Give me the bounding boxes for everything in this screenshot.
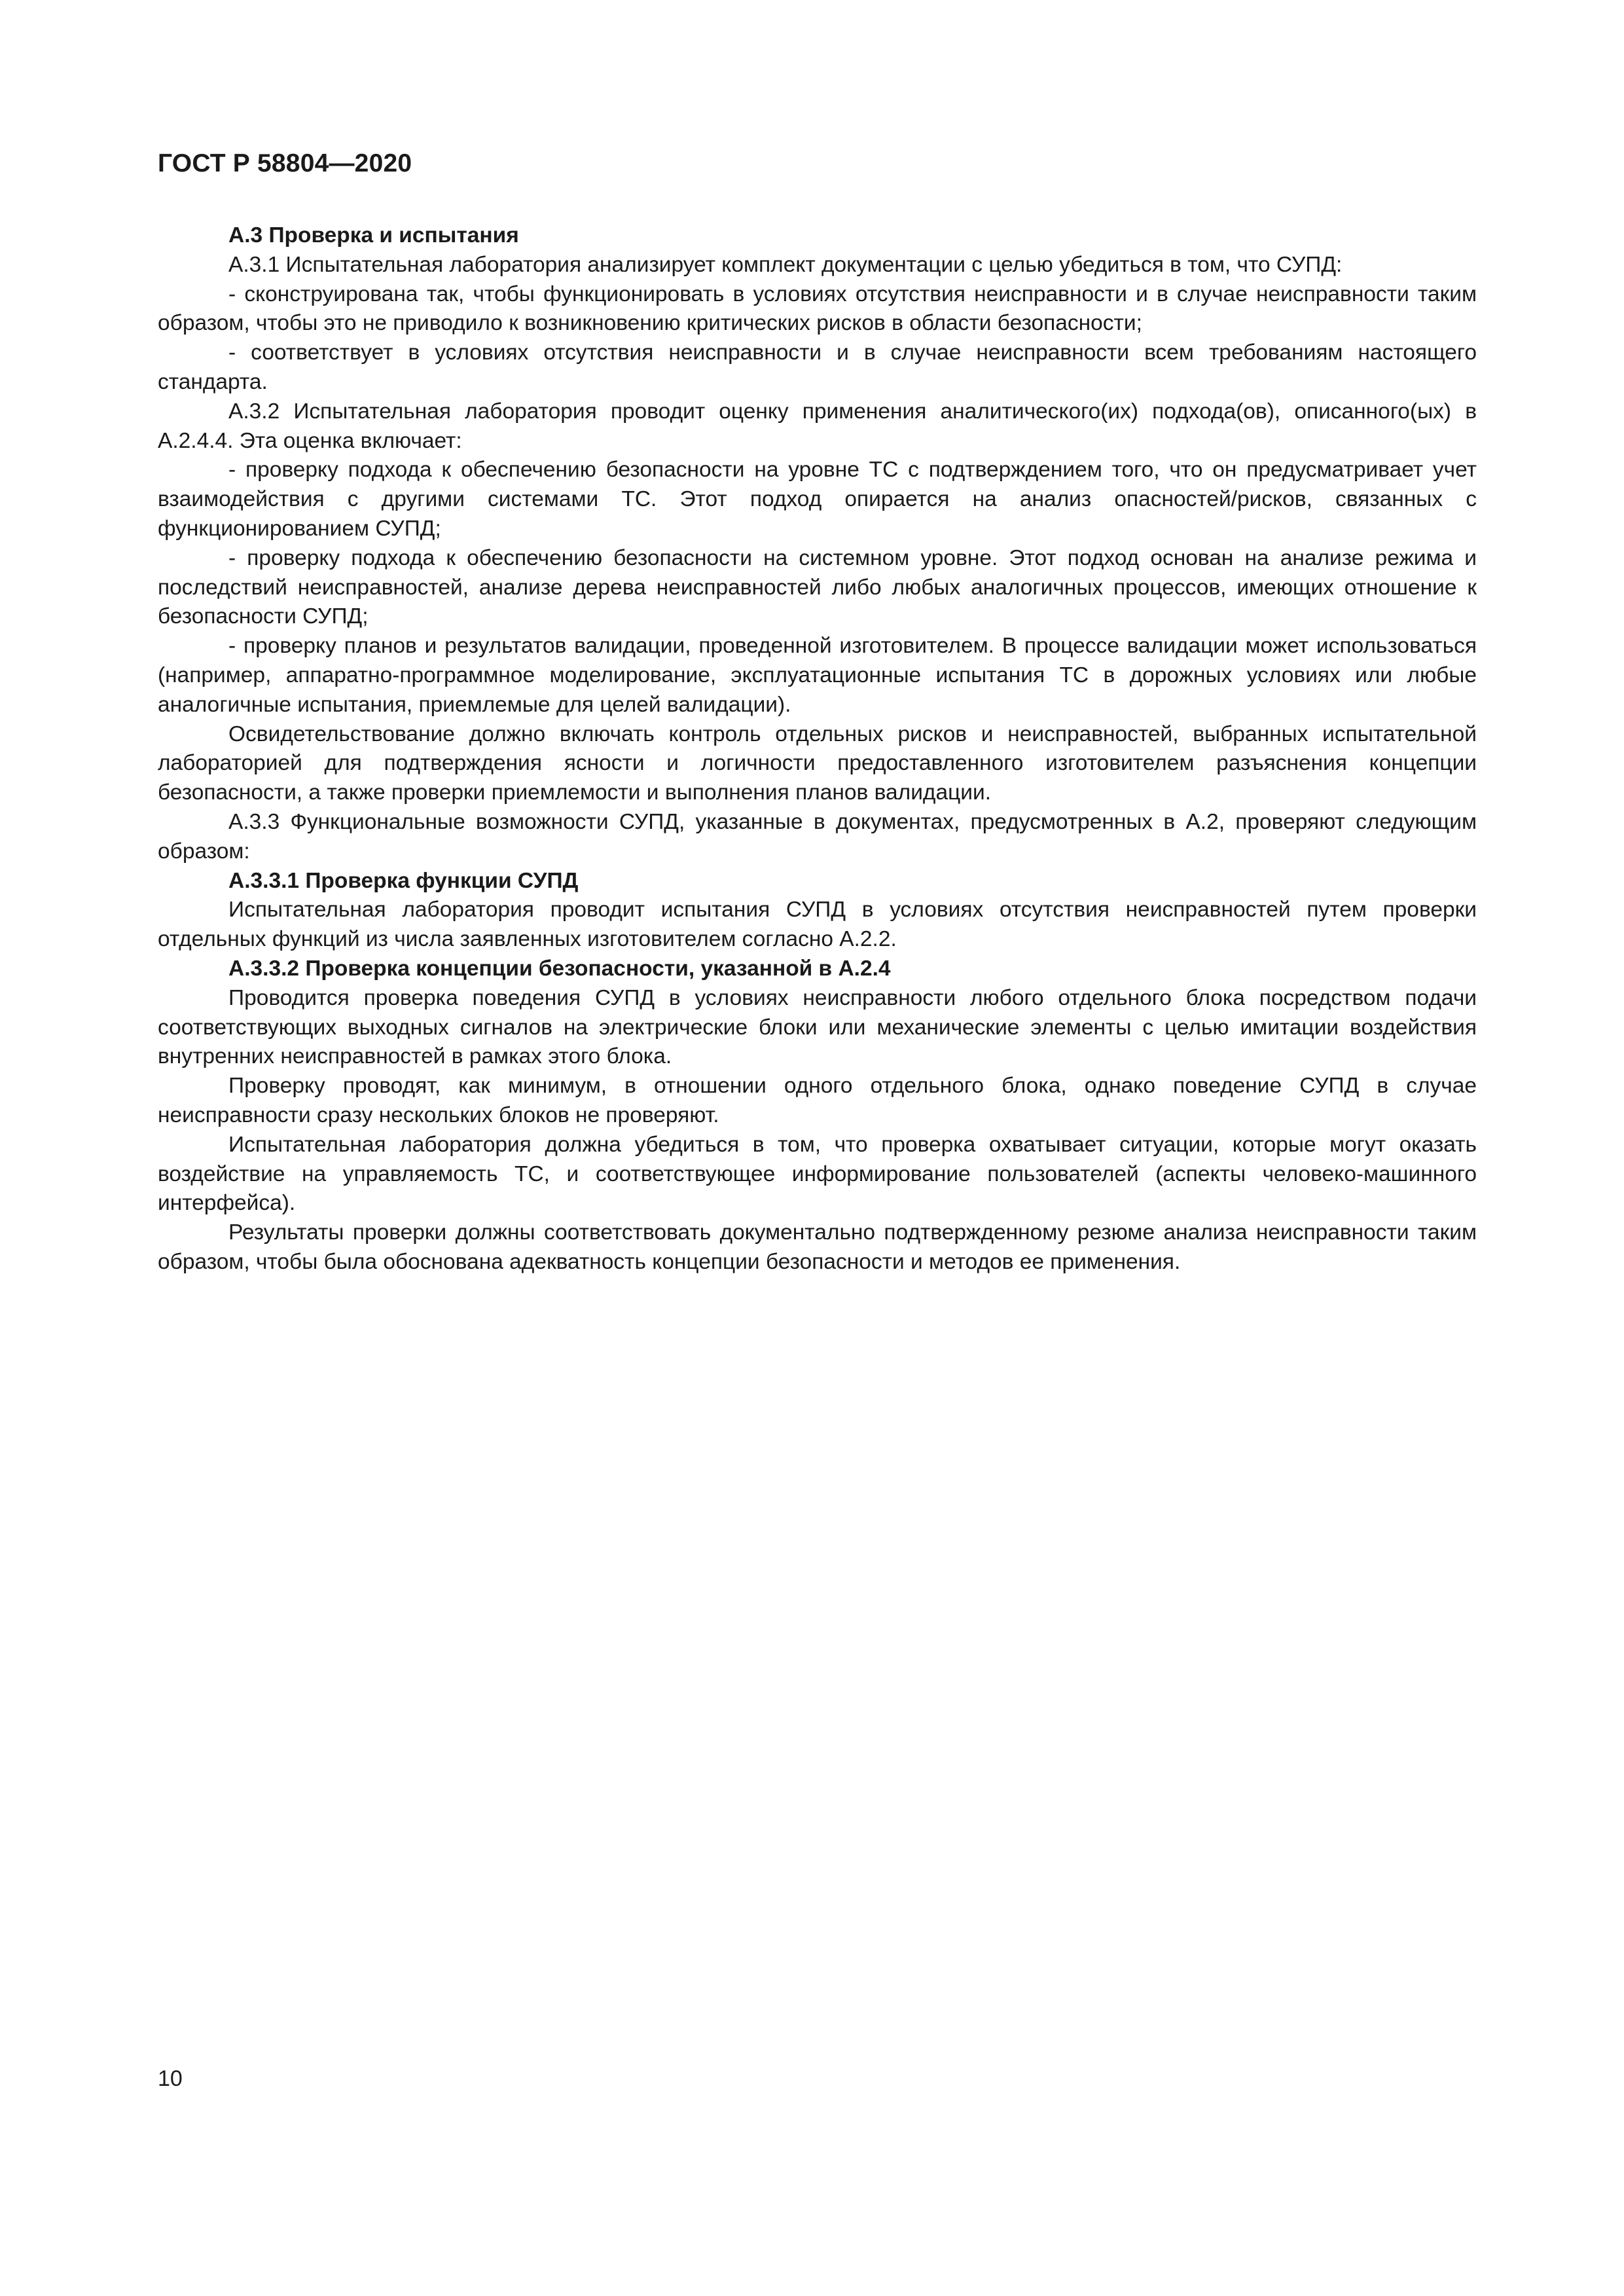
page-number: 10 <box>158 2066 183 2091</box>
section-heading-a3: А.3 Проверка и испытания <box>228 223 519 247</box>
list-item: - проверку планов и результатов валидации, проведенной изготовителем. В процессе валидации может использоваться (например, аппаратно-программное моделирование, эксплуатационные испытания ТС в дорожных условиях или любые аналогичные испытания, приемлемые для целей валидации). <box>158 634 1477 717</box>
document-body <box>158 221 1477 1277</box>
list-item: - проверку подхода к обеспечению безопасности на уровне ТС с подтверждением того, что он предусматривает учет взаимодействия с другими системами ТС. Этот подход опирается на анализ опасностей/рисков, связанных с функционированием СУПД; <box>158 458 1477 541</box>
paragraph: Испытательная лаборатория должна убедиться в том, что проверка охватывает ситуации, которые могут оказать воздействие на управляемость ТС, и соответствующее информирование пользователей (аспекты человеко-машинного интерфейса). <box>158 1132 1477 1216</box>
paragraph: Результаты проверки должны соответствовать документально подтвержденному резюме анализа неисправности таким образом, чтобы была обоснована адекватность концепции безопасности и методов ее применения. <box>158 1220 1477 1274</box>
paragraph-a3-1: А.3.1 Испытательная лаборатория анализирует комплект документации с целью убедиться в том, что СУПД: <box>228 252 1343 277</box>
subsection-heading-a3-3-1: А.3.3.1 Проверка функции СУПД <box>228 868 579 893</box>
paragraph: Испытательная лаборатория проводит испытания СУПД в условиях отсутствия неисправностей путем проверки отдельных функций из числа заявленных изготовителем согласно А.2.2. <box>158 898 1477 952</box>
subsection-heading-a3-3-2: А.3.3.2 Проверка концепции безопасности, указанной в А.2.4 <box>228 956 891 981</box>
paragraph-a3-3: А.3.3 Функциональные возможности СУПД, указанные в документах, предусмотренных в А.2, проверяют следующим образом: <box>158 809 1477 864</box>
list-item: - соответствует в условиях отсутствия неисправности и в случае неисправности всем требованиям настоящего стандарта. <box>158 340 1477 394</box>
list-item: - проверку подхода к обеспечению безопасности на системном уровне. Этот подход основан на анализе режима и последствий неисправностей, анализе дерева неисправностей либо любых аналогичных процессов, имеющих отношение к безопасности СУПД; <box>158 545 1477 629</box>
standard-designation: ГОСТ Р 58804—2020 <box>158 149 412 177</box>
paragraph: Освидетельствование должно включать контроль отдельных рисков и неисправностей, выбранных испытательной лабораторией для подтверждения ясности и логичности предоставленного изготовителем разъяснения концепции безопасности, а также проверки приемлемости и выполнения планов валидации. <box>158 721 1477 805</box>
list-item: - сконструирована так, чтобы функционировать в условиях отсутствия неисправности и в случае неисправности таким образом, чтобы это не приводило к возникновению критических рисков в области безопасности; <box>158 282 1477 336</box>
paragraph: Проверку проводят, как минимум, в отношении одного отдельного блока, однако поведение СУПД в случае неисправности сразу нескольких блоков не проверяют. <box>158 1074 1477 1127</box>
paragraph: Проводится проверка поведения СУПД в условиях неисправности любого отдельного блока посредством подачи соответствующих выходных сигналов на электрические блоки или механические элементы с целью имитации воздействия внутренних неисправностей в рамках этого блока. <box>158 985 1477 1069</box>
paragraph-a3-2: А.3.2 Испытательная лаборатория проводит оценку применения аналитического(их) подхода(ов), описанного(ых) в А.2.4.4. Эта оценка включает: <box>158 399 1477 453</box>
